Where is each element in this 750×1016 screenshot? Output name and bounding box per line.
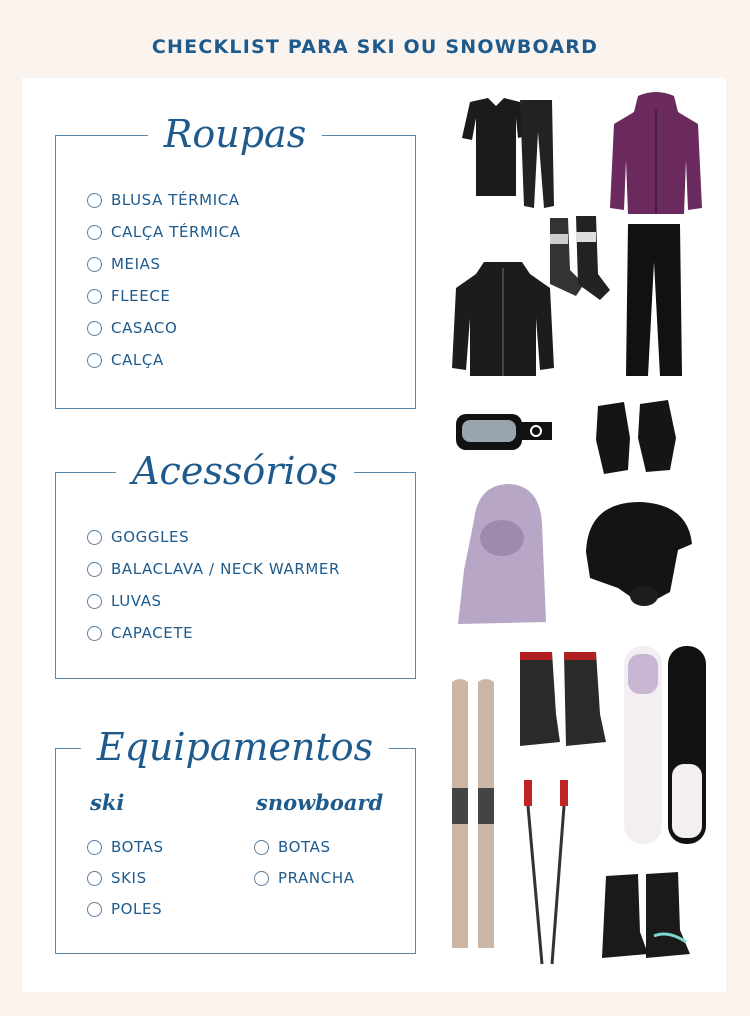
item-label: GOGGLES: [111, 528, 190, 546]
item-label: BLUSA TÉRMICA: [111, 191, 240, 209]
checklist-item-goggles[interactable]: [87, 528, 189, 546]
equipamentos-title: Equipamentos: [81, 727, 389, 767]
checkbox-icon[interactable]: [87, 562, 102, 577]
snowboard-boots-image: [596, 870, 692, 964]
gloves-image: [594, 398, 680, 478]
poles-image: [520, 778, 576, 968]
checklist-item-fleece[interactable]: [87, 287, 171, 305]
item-label: BOTAS: [111, 838, 164, 856]
ski-boots-image: [516, 650, 608, 750]
ski-subtitle: ski: [90, 790, 125, 815]
item-label: CALÇA: [111, 351, 164, 369]
item-label: MEIAS: [111, 255, 161, 273]
checkbox-icon[interactable]: [87, 594, 102, 609]
item-label: BALACLAVA / NECK WARMER: [111, 560, 340, 578]
thermal-layers-image: [450, 96, 562, 216]
checklist-item-balaclava[interactable]: [87, 560, 340, 578]
acessorios-title: Acessórios: [116, 451, 354, 491]
snowboard-subtitle: snowboard: [256, 790, 384, 815]
purple-jacket-image: [606, 90, 706, 220]
item-label: BOTAS: [278, 838, 331, 856]
checkbox-icon[interactable]: [87, 840, 102, 855]
checklist-item-poles[interactable]: [87, 900, 162, 918]
checklist-item-luvas[interactable]: [87, 592, 162, 610]
checkbox-icon[interactable]: [87, 626, 102, 641]
item-label: SKIS: [111, 869, 147, 887]
item-label: CASACO: [111, 319, 178, 337]
checklist-item-capacete[interactable]: [87, 624, 193, 642]
page-title: CHECKLIST PARA SKI OU SNOWBOARD: [151, 36, 599, 58]
content-panel: [22, 78, 726, 992]
checklist-item-meias[interactable]: [87, 255, 161, 273]
checklist-item-skis[interactable]: [87, 869, 147, 887]
skis-image: [446, 678, 502, 954]
checkbox-icon[interactable]: [87, 193, 102, 208]
goggles-image: [454, 408, 554, 456]
item-label: CAPACETE: [111, 624, 194, 642]
item-label: FLEECE: [111, 287, 171, 305]
black-fleece-image: [450, 258, 556, 378]
checklist-item-prancha[interactable]: [254, 869, 355, 887]
checkbox-icon[interactable]: [87, 225, 102, 240]
checklist-item-calca-termica[interactable]: [87, 223, 241, 241]
item-label: PRANCHA: [278, 869, 355, 887]
checkbox-icon[interactable]: [87, 530, 102, 545]
checkbox-icon[interactable]: [87, 289, 102, 304]
item-label: CALÇA TÉRMICA: [111, 223, 241, 241]
checkbox-icon[interactable]: [87, 257, 102, 272]
checkbox-icon[interactable]: [87, 871, 102, 886]
item-label: LUVAS: [111, 592, 162, 610]
checkbox-icon[interactable]: [87, 321, 102, 336]
snowboard-image: [620, 644, 710, 848]
checkbox-icon[interactable]: [87, 353, 102, 368]
helmet-image: [578, 496, 696, 614]
header: [0, 0, 750, 78]
checklist-item-casaco[interactable]: [87, 319, 177, 337]
balaclava-image: [454, 480, 550, 630]
item-label: POLES: [111, 900, 163, 918]
checkbox-icon[interactable]: [254, 871, 269, 886]
roupas-title: Roupas: [148, 114, 322, 154]
checkbox-icon[interactable]: [87, 902, 102, 917]
checkbox-icon[interactable]: [254, 840, 269, 855]
ski-pants-image: [622, 222, 686, 380]
checklist-item-calca[interactable]: [87, 351, 164, 369]
checklist-item-ski-botas[interactable]: [87, 838, 164, 856]
checklist-item-snowboard-botas[interactable]: [254, 838, 331, 856]
checklist-item-blusa-termica[interactable]: [87, 191, 240, 209]
